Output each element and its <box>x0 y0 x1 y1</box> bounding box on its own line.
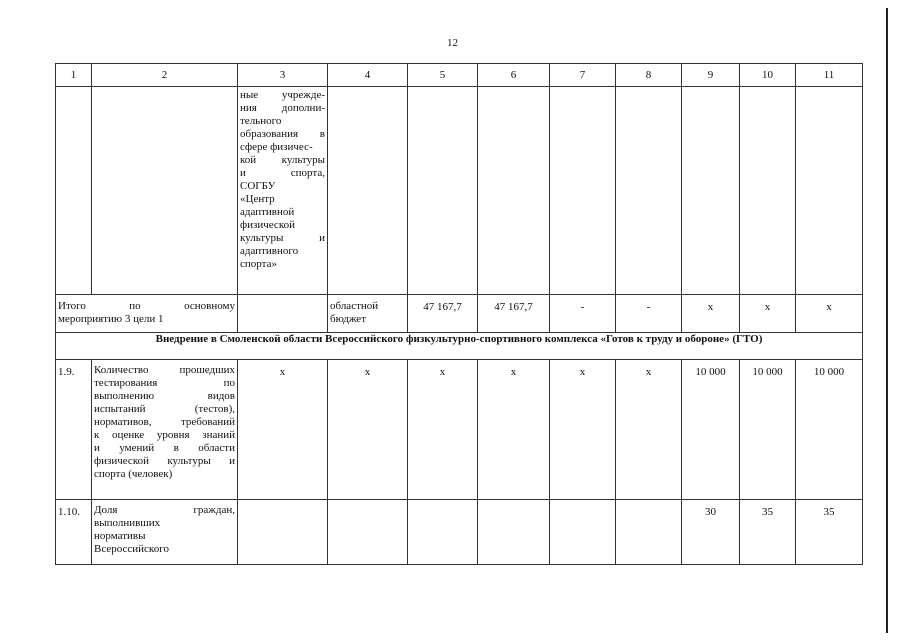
executor-line: адаптивной <box>240 206 295 218</box>
indicator-line: Доля граждан, <box>94 504 235 516</box>
funding-source <box>328 295 408 333</box>
executor-line: физической <box>240 219 295 231</box>
indicator-line: тестирования по <box>94 377 235 389</box>
header-cell-2: 2 <box>92 64 238 87</box>
executor-line: тельного <box>240 115 282 127</box>
total-label-line: Итого по основному <box>58 300 235 312</box>
total-col7: - <box>550 295 616 333</box>
total-label-line: мероприятию 3 цели 1 <box>58 313 164 325</box>
indicator-line: Всероссийского <box>94 543 169 555</box>
table-row <box>56 500 863 565</box>
page-edge-rule <box>886 8 888 633</box>
cell-col11: 10 000 <box>796 360 863 500</box>
executor-line: сфере физичес- <box>240 141 313 153</box>
indicator-line: испытаний (тестов), <box>94 403 235 415</box>
cell-col3: x <box>238 360 328 500</box>
cell-col7: x <box>550 360 616 500</box>
indicator-line: нормативы <box>94 530 146 542</box>
header-cell-8: 8 <box>616 64 682 87</box>
total-col11: x <box>796 295 863 333</box>
total-col8: - <box>616 295 682 333</box>
total-col10: x <box>740 295 796 333</box>
cell-col5: x <box>408 360 478 500</box>
executor-line: адаптивного <box>240 245 299 257</box>
page-number: 12 <box>447 37 458 49</box>
header-cell-1: 1 <box>56 64 92 87</box>
executor-line: и спорта, <box>240 167 325 179</box>
header-cell-3: 3 <box>238 64 328 87</box>
row-indicator-name <box>92 360 238 500</box>
indicator-line: к оценке уровня знаний <box>94 429 235 441</box>
cell-col10: 35 <box>740 500 796 565</box>
cell-col9: 10 000 <box>682 360 740 500</box>
cell-col9: 30 <box>682 500 740 565</box>
cell-col4: x <box>328 360 408 500</box>
indicator-line: и умений в области <box>94 442 235 454</box>
indicator-line: физической культуры и <box>94 455 235 467</box>
executor-line: спорта» <box>240 258 277 270</box>
funding-source-line: областной <box>330 300 379 312</box>
executor-line: культуры и <box>240 232 325 244</box>
continued-executor <box>238 87 328 295</box>
row-number: 1.9. <box>56 360 92 500</box>
executor-line: кой культуры <box>240 154 325 166</box>
total-col9: x <box>682 295 740 333</box>
executor-line: образования в <box>240 128 325 140</box>
total-col5: 47 167,7 <box>408 295 478 333</box>
header-cell-7: 7 <box>550 64 616 87</box>
section-row <box>56 333 863 360</box>
program-table <box>55 63 863 565</box>
cell-col10: 10 000 <box>740 360 796 500</box>
indicator-line: выполнению видов <box>94 390 235 402</box>
continued-row <box>56 87 863 295</box>
header-cell-5: 5 <box>408 64 478 87</box>
executor-line: «Центр <box>240 193 275 205</box>
total-row <box>56 295 863 333</box>
executor-line: СОГБУ <box>240 180 276 192</box>
continued-name <box>92 87 238 295</box>
header-cell-4: 4 <box>328 64 408 87</box>
indicator-line: нормативов, требований <box>94 416 235 428</box>
funding-source-line: бюджет <box>330 313 366 325</box>
header-cell-10: 10 <box>740 64 796 87</box>
executor-line: ния дополни- <box>240 102 325 114</box>
header-row <box>56 64 863 87</box>
cell-col8: x <box>616 360 682 500</box>
row-indicator-name <box>92 500 238 565</box>
indicator-line: спорта (человек) <box>94 468 173 480</box>
indicator-line: Количество прошедших <box>94 364 235 376</box>
cell-col6: x <box>478 360 550 500</box>
continued-num <box>56 87 92 295</box>
total-label <box>56 295 238 333</box>
executor-line: ные учрежде- <box>240 89 325 101</box>
row-number: 1.10. <box>56 500 92 565</box>
section-title: Внедрение в Смоленской области Всероссийского физкультурно-спортивного комплекса «Готов к труду и обороне» (ГТО) <box>56 333 863 360</box>
cell-col11: 35 <box>796 500 863 565</box>
header-cell-6: 6 <box>478 64 550 87</box>
table-row <box>56 360 863 500</box>
header-cell-9: 9 <box>682 64 740 87</box>
header-cell-11: 11 <box>796 64 863 87</box>
indicator-line: выполнивших <box>94 517 161 529</box>
total-col6: 47 167,7 <box>478 295 550 333</box>
